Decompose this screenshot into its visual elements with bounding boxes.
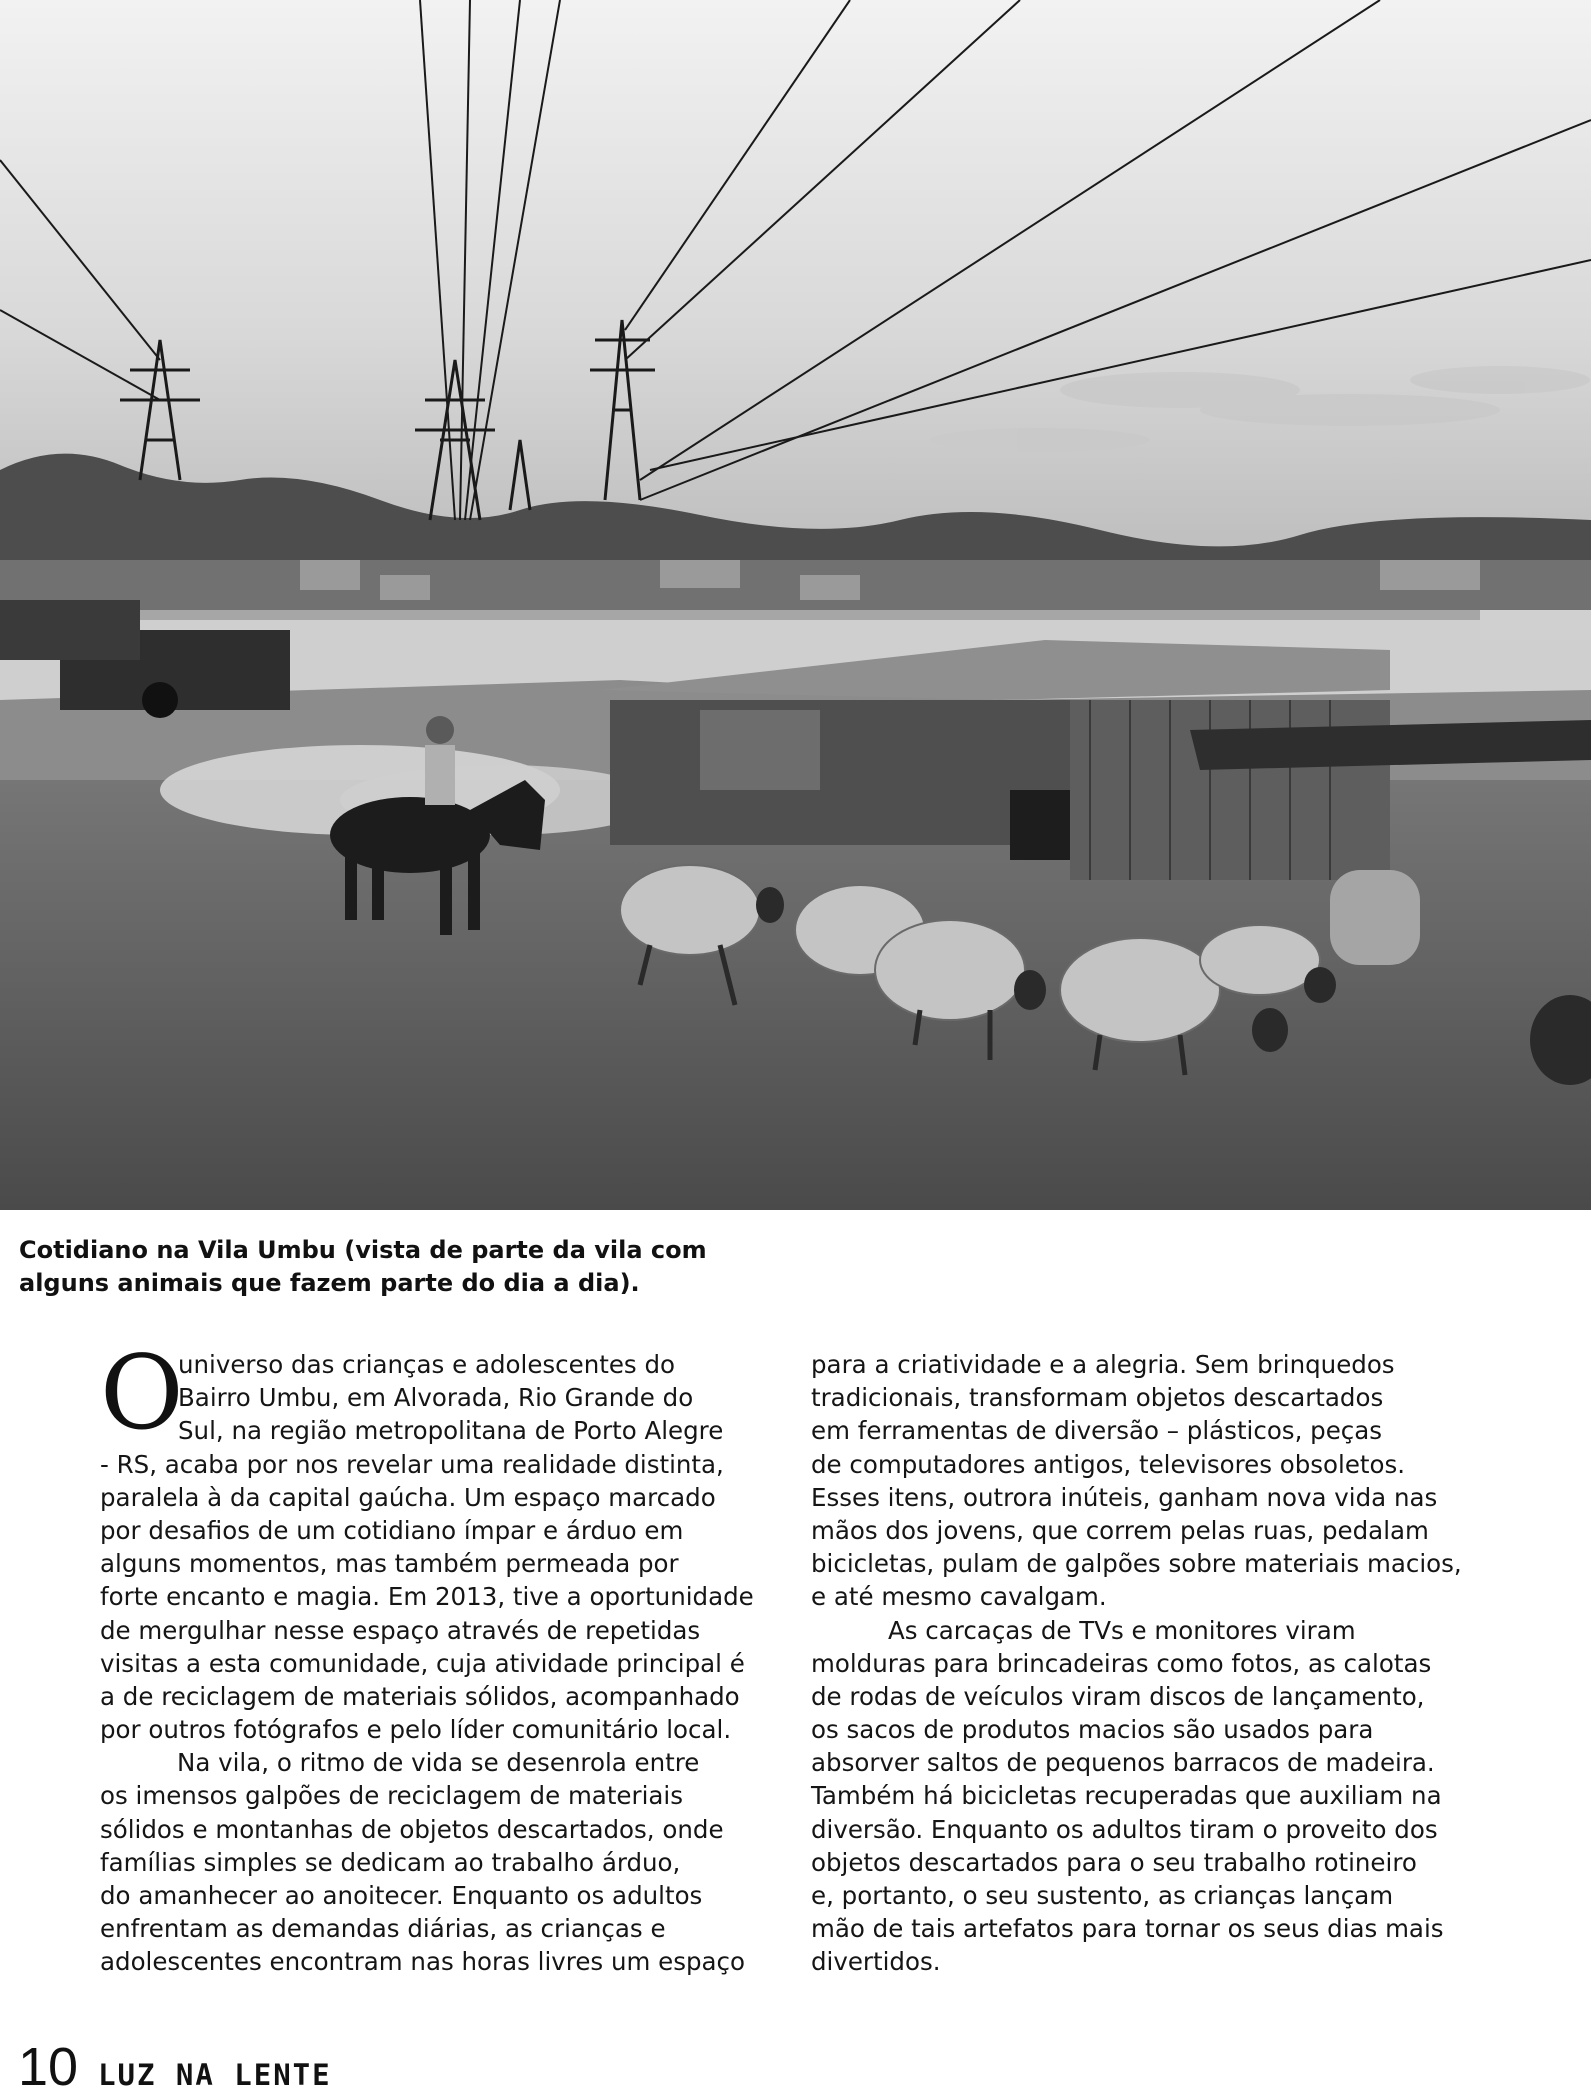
text-line: forte encanto e magia. Em 2013, tive a oportunidade (100, 1582, 754, 1612)
text-line: alguns momentos, mas também permeada por (100, 1549, 679, 1579)
text-line: sólidos e montanhas de objetos descartados, onde (100, 1814, 724, 1844)
article-column-left (100, 1334, 782, 1979)
text-line: por desafios de um cotidiano ímpar e árduo em (100, 1515, 684, 1545)
text-line: divertidos. (811, 1947, 941, 1977)
dropcap-block (100, 1334, 782, 1453)
text-line: objetos descartados para o seu trabalho rotineiro (811, 1847, 1417, 1877)
text-line: As carcaças de TVs e monitores viram (888, 1615, 1356, 1645)
text-line: os imensos galpões de reciclagem de materiais (100, 1781, 683, 1811)
text-line: universo das crianças e adolescentes do (178, 1350, 675, 1379)
text-line: para a criatividade e a alegria. Sem brinquedos (811, 1350, 1395, 1379)
text-line: Sul, na região metropolitana de Porto Alegre (178, 1416, 724, 1446)
text-line: absorver saltos de pequenos barracos de madeira. (811, 1748, 1435, 1778)
text-line: de rodas de veículos viram discos de lançamento, (811, 1681, 1425, 1711)
text-line: - RS, acaba por nos revelar uma realidade distinta, (100, 1449, 724, 1479)
text-line: Também há bicicletas recuperadas que auxiliam na (811, 1781, 1442, 1811)
text-line: os sacos de produtos macios são usados para (811, 1715, 1374, 1745)
magazine-name: LUZ NA LENTE (98, 2058, 332, 2092)
text-line: por outros fotógrafos e pelo líder comunitário local. (100, 1715, 732, 1745)
text-line: do amanhecer ao anoitecer. Enquanto os adultos (100, 1881, 703, 1910)
text-line: paralela à da capital gaúcha. Um espaço marcado (100, 1482, 716, 1512)
text-line: mãos dos jovens, que correm pelas ruas, pedalam (811, 1515, 1429, 1545)
text-line: Esses itens, outrora inúteis, ganham nova vida nas (811, 1482, 1438, 1512)
text-line: de computadores antigos, televisores obsoletos. (811, 1449, 1406, 1479)
text-line: mão de tais artefatos para tornar os seus dias mais (811, 1914, 1444, 1944)
text-line: Bairro Umbu, em Alvorada, Rio Grande do (178, 1383, 694, 1413)
text-line: Na vila, o ritmo de vida se desenrola entre (177, 1748, 700, 1778)
text-line: bicicletas, pulam de galpões sobre materiais macios, (811, 1549, 1462, 1579)
text-line: diversão. Enquanto os adultos tiram o proveito dos (811, 1814, 1438, 1844)
text-line: tradicionais, transformam objetos descartados (811, 1383, 1384, 1413)
page-number: 10 (18, 2037, 79, 2097)
text-line: adolescentes encontram nas horas livres um espaço (100, 1947, 746, 1977)
text-line: e até mesmo cavalgam. (811, 1582, 1107, 1612)
text-line: a de reciclagem de materiais sólidos, acompanhado (100, 1681, 740, 1711)
text-line: enfrentam as demandas diárias, as crianças e (100, 1914, 666, 1944)
photo-caption (19, 1233, 779, 1299)
text-line: famílias simples se dedicam ao trabalho árduo, (100, 1847, 681, 1877)
sky (0, 0, 1591, 560)
article-column-right (811, 1348, 1501, 1979)
caption-line: Cotidiano na Vila Umbu (vista de parte da vila com (19, 1236, 707, 1264)
text-line: em ferramentas de diversão – plásticos, peças (811, 1416, 1383, 1446)
text-line: visitas a esta comunidade, cuja atividade principal é (100, 1648, 745, 1678)
page-footer (18, 2037, 332, 2097)
text-line: de mergulhar nesse espaço através de repetidas (100, 1615, 701, 1645)
caption-line: alguns animais que fazem parte do dia a dia). (19, 1269, 640, 1298)
dropcap: O (100, 1334, 184, 1453)
text-line: e, portanto, o seu sustento, as crianças lançam (811, 1881, 1394, 1910)
text-line: molduras para brincadeiras como fotos, as calotas (811, 1648, 1432, 1678)
